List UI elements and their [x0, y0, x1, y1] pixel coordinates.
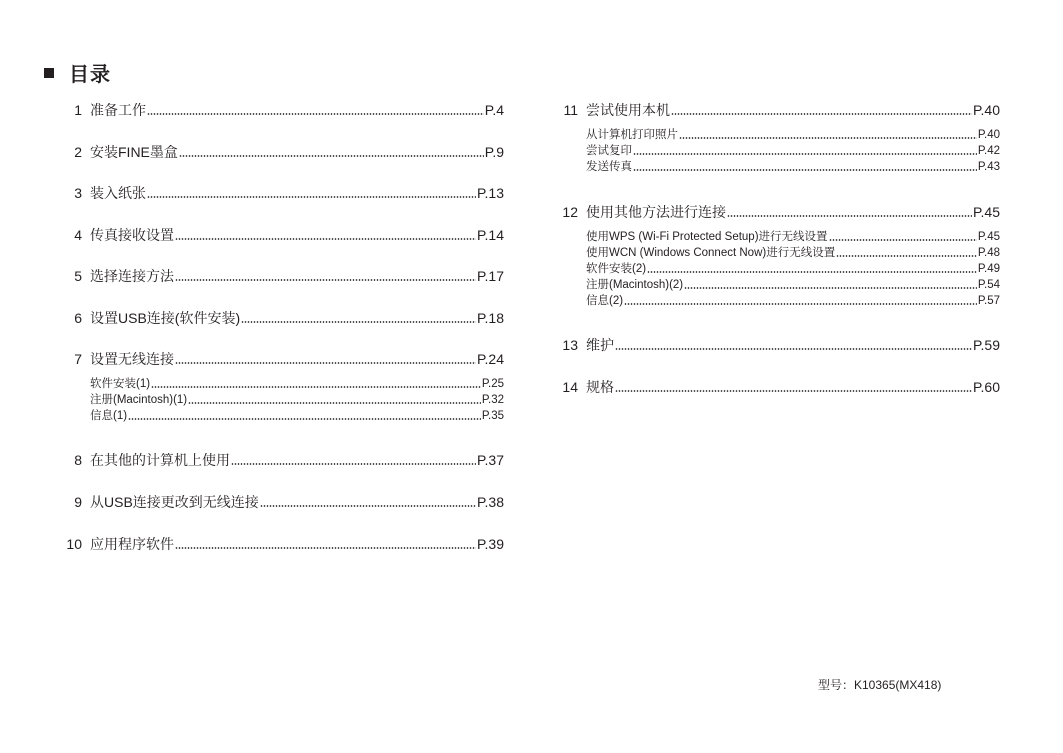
toc-entry[interactable]	[60, 100, 504, 120]
toc-entry-number: 6	[74, 310, 82, 326]
toc-entry[interactable]	[60, 225, 504, 245]
dot-leader	[684, 287, 977, 289]
toc-entry-label: 维护	[586, 337, 614, 353]
toc-entry-page: P.14	[477, 227, 504, 243]
dot-leader	[241, 321, 476, 323]
toc-entry-page: P.9	[484, 144, 504, 160]
toc-subentry-label: 软件安装(1)	[90, 378, 151, 390]
toc-entry-page: P.4	[484, 102, 504, 118]
toc-subentry-label: 使用WCN (Windows Connect Now)进行无线设置	[586, 247, 836, 259]
toc-entry-label: 设置USB连接(软件安装)	[90, 310, 241, 326]
toc-entry[interactable]	[556, 202, 1000, 222]
toc-subentry-page: P.42	[977, 145, 1000, 157]
toc-entry-number: 8	[74, 452, 82, 468]
toc-subentry-label: 使用WPS (Wi-Fi Protected Setup)进行无线设置	[586, 231, 828, 243]
toc-entry[interactable]	[60, 450, 504, 470]
toc-entry[interactable]	[60, 534, 504, 554]
toc-entry-label: 尝试使用本机	[586, 102, 670, 118]
toc-section	[60, 142, 504, 162]
toc-entry-label: 选择连接方法	[90, 268, 174, 284]
toc-subentry[interactable]	[586, 245, 1000, 261]
dot-leader	[175, 279, 476, 281]
toc-subentry[interactable]	[586, 127, 1000, 143]
toc-entry-page: P.45	[973, 204, 1000, 220]
toc-entry-number: 2	[74, 144, 82, 160]
toc-subentry-label: 注册(Macintosh)(1)	[90, 394, 188, 406]
toc-entry-number: 14	[562, 379, 578, 395]
toc-section	[60, 492, 504, 512]
toc-entry-label: 使用其他方法进行连接	[586, 204, 726, 220]
toc-entry-number: 7	[74, 351, 82, 367]
toc-section	[60, 349, 504, 424]
toc-subentry[interactable]	[90, 376, 504, 392]
toc-entry[interactable]	[60, 492, 504, 512]
dot-leader	[727, 215, 972, 217]
dot-leader	[188, 402, 481, 404]
toc-entry[interactable]	[60, 142, 504, 162]
toc-entry[interactable]	[60, 349, 504, 369]
toc-subentry-page: P.43	[977, 161, 1000, 173]
dot-leader	[128, 418, 481, 420]
bullet-square-icon	[44, 68, 54, 78]
toc-subentry-label: 软件安装(2)	[586, 263, 647, 275]
toc-entry-number: 9	[74, 494, 82, 510]
toc-entry-page: P.59	[973, 337, 1000, 353]
toc-subentry-page: P.48	[977, 247, 1000, 259]
dot-leader	[615, 348, 972, 350]
toc-subentry[interactable]	[586, 261, 1000, 277]
dot-leader	[671, 113, 972, 115]
toc-subentry-label: 注册(Macintosh)(2)	[586, 279, 684, 291]
toc-heading	[44, 58, 111, 87]
toc-subentry-label: 从计算机打印照片	[586, 129, 678, 141]
toc-subentry-label: 发送传真	[586, 161, 632, 173]
dot-leader	[147, 196, 476, 198]
toc-entry[interactable]	[60, 308, 504, 328]
dot-leader	[151, 386, 481, 388]
toc-entry-page: P.60	[973, 379, 1000, 395]
toc-entry-page: P.39	[477, 536, 504, 552]
toc-subentry-page: P.49	[977, 263, 1000, 275]
toc-entry-label: 安装FINE墨盒	[90, 144, 178, 160]
toc-entry-page: P.24	[477, 351, 504, 367]
toc-subentry[interactable]	[586, 277, 1000, 293]
toc-subentry-page: P.32	[481, 394, 504, 406]
toc-subentry[interactable]	[586, 293, 1000, 309]
toc-section	[556, 377, 1000, 397]
dot-leader	[633, 169, 977, 171]
toc-subentry-page: P.25	[481, 378, 504, 390]
toc-subentry-label: 信息(1)	[90, 410, 128, 422]
toc-subentry[interactable]	[90, 392, 504, 408]
toc-section	[60, 308, 504, 328]
toc-entry-number: 5	[74, 268, 82, 284]
toc-section	[60, 534, 504, 554]
toc-section	[60, 183, 504, 203]
dot-leader	[175, 238, 476, 240]
toc-subentry[interactable]	[586, 143, 1000, 159]
toc-entry-label: 在其他的计算机上使用	[90, 452, 230, 468]
toc-subentries	[556, 229, 1000, 309]
toc-section	[556, 100, 1000, 175]
toc-entry-label: 规格	[586, 379, 614, 395]
toc-entry-label: 传真接收设置	[90, 227, 174, 243]
toc-entry-number: 12	[562, 204, 578, 220]
toc-entry-page: P.18	[477, 310, 504, 326]
toc-section	[60, 100, 504, 120]
toc-entry-number: 1	[74, 102, 82, 118]
toc-subentry-page: P.45	[977, 231, 1000, 243]
toc-entry-label: 装入纸张	[90, 185, 146, 201]
dot-leader	[260, 505, 476, 507]
dot-leader	[615, 390, 972, 392]
toc-entry-number: 11	[563, 102, 578, 118]
dot-leader	[633, 153, 977, 155]
dot-leader	[624, 303, 977, 305]
dot-leader	[647, 271, 977, 273]
dot-leader	[179, 155, 484, 157]
toc-entry[interactable]	[556, 377, 1000, 397]
model-number: 型号：K10365(MX418)	[818, 678, 942, 692]
toc-entry-page: P.38	[477, 494, 504, 510]
toc-subentry-label: 尝试复印	[586, 145, 632, 157]
toc-subentry[interactable]	[90, 408, 504, 424]
dot-leader	[836, 255, 977, 257]
toc-subentry-page: P.57	[977, 295, 1000, 307]
toc-entry-label: 设置无线连接	[90, 351, 174, 367]
dot-leader	[231, 463, 476, 465]
toc-entry-number: 10	[66, 536, 82, 552]
toc-entry[interactable]	[60, 266, 504, 286]
dot-leader	[175, 547, 476, 549]
dot-leader	[829, 239, 977, 241]
toc-entry-number: 3	[74, 185, 82, 201]
toc-section	[556, 202, 1000, 309]
toc-entry-number: 13	[562, 337, 578, 353]
toc-subentry[interactable]	[586, 159, 1000, 175]
dot-leader	[679, 137, 977, 139]
dot-leader	[175, 362, 476, 364]
toc-entry-number: 4	[74, 227, 82, 243]
dot-leader	[147, 113, 484, 115]
toc-entry[interactable]	[60, 183, 504, 203]
toc-subentry-page: P.35	[481, 410, 504, 422]
toc-entry-page: P.40	[973, 102, 1000, 118]
toc-section	[60, 266, 504, 286]
toc-entry[interactable]	[556, 100, 1000, 120]
toc-subentry-label: 信息(2)	[586, 295, 624, 307]
toc-entry-page: P.13	[477, 185, 504, 201]
toc-subentry-page: P.40	[977, 129, 1000, 141]
toc-entry[interactable]	[556, 335, 1000, 355]
toc-section	[60, 225, 504, 245]
toc-entry-label: 准备工作	[90, 102, 146, 118]
toc-subentry-page: P.54	[977, 279, 1000, 291]
toc-subentries	[60, 376, 504, 424]
toc-section	[556, 335, 1000, 355]
toc-subentry[interactable]	[586, 229, 1000, 245]
page-title: 目录	[69, 64, 111, 86]
toc-subentries	[556, 127, 1000, 175]
toc-entry-page: P.17	[477, 268, 504, 284]
toc-section	[60, 450, 504, 470]
toc-entry-label: 从USB连接更改到无线连接	[90, 494, 259, 510]
toc-entry-page: P.37	[477, 452, 504, 468]
toc-entry-label: 应用程序软件	[90, 536, 174, 552]
